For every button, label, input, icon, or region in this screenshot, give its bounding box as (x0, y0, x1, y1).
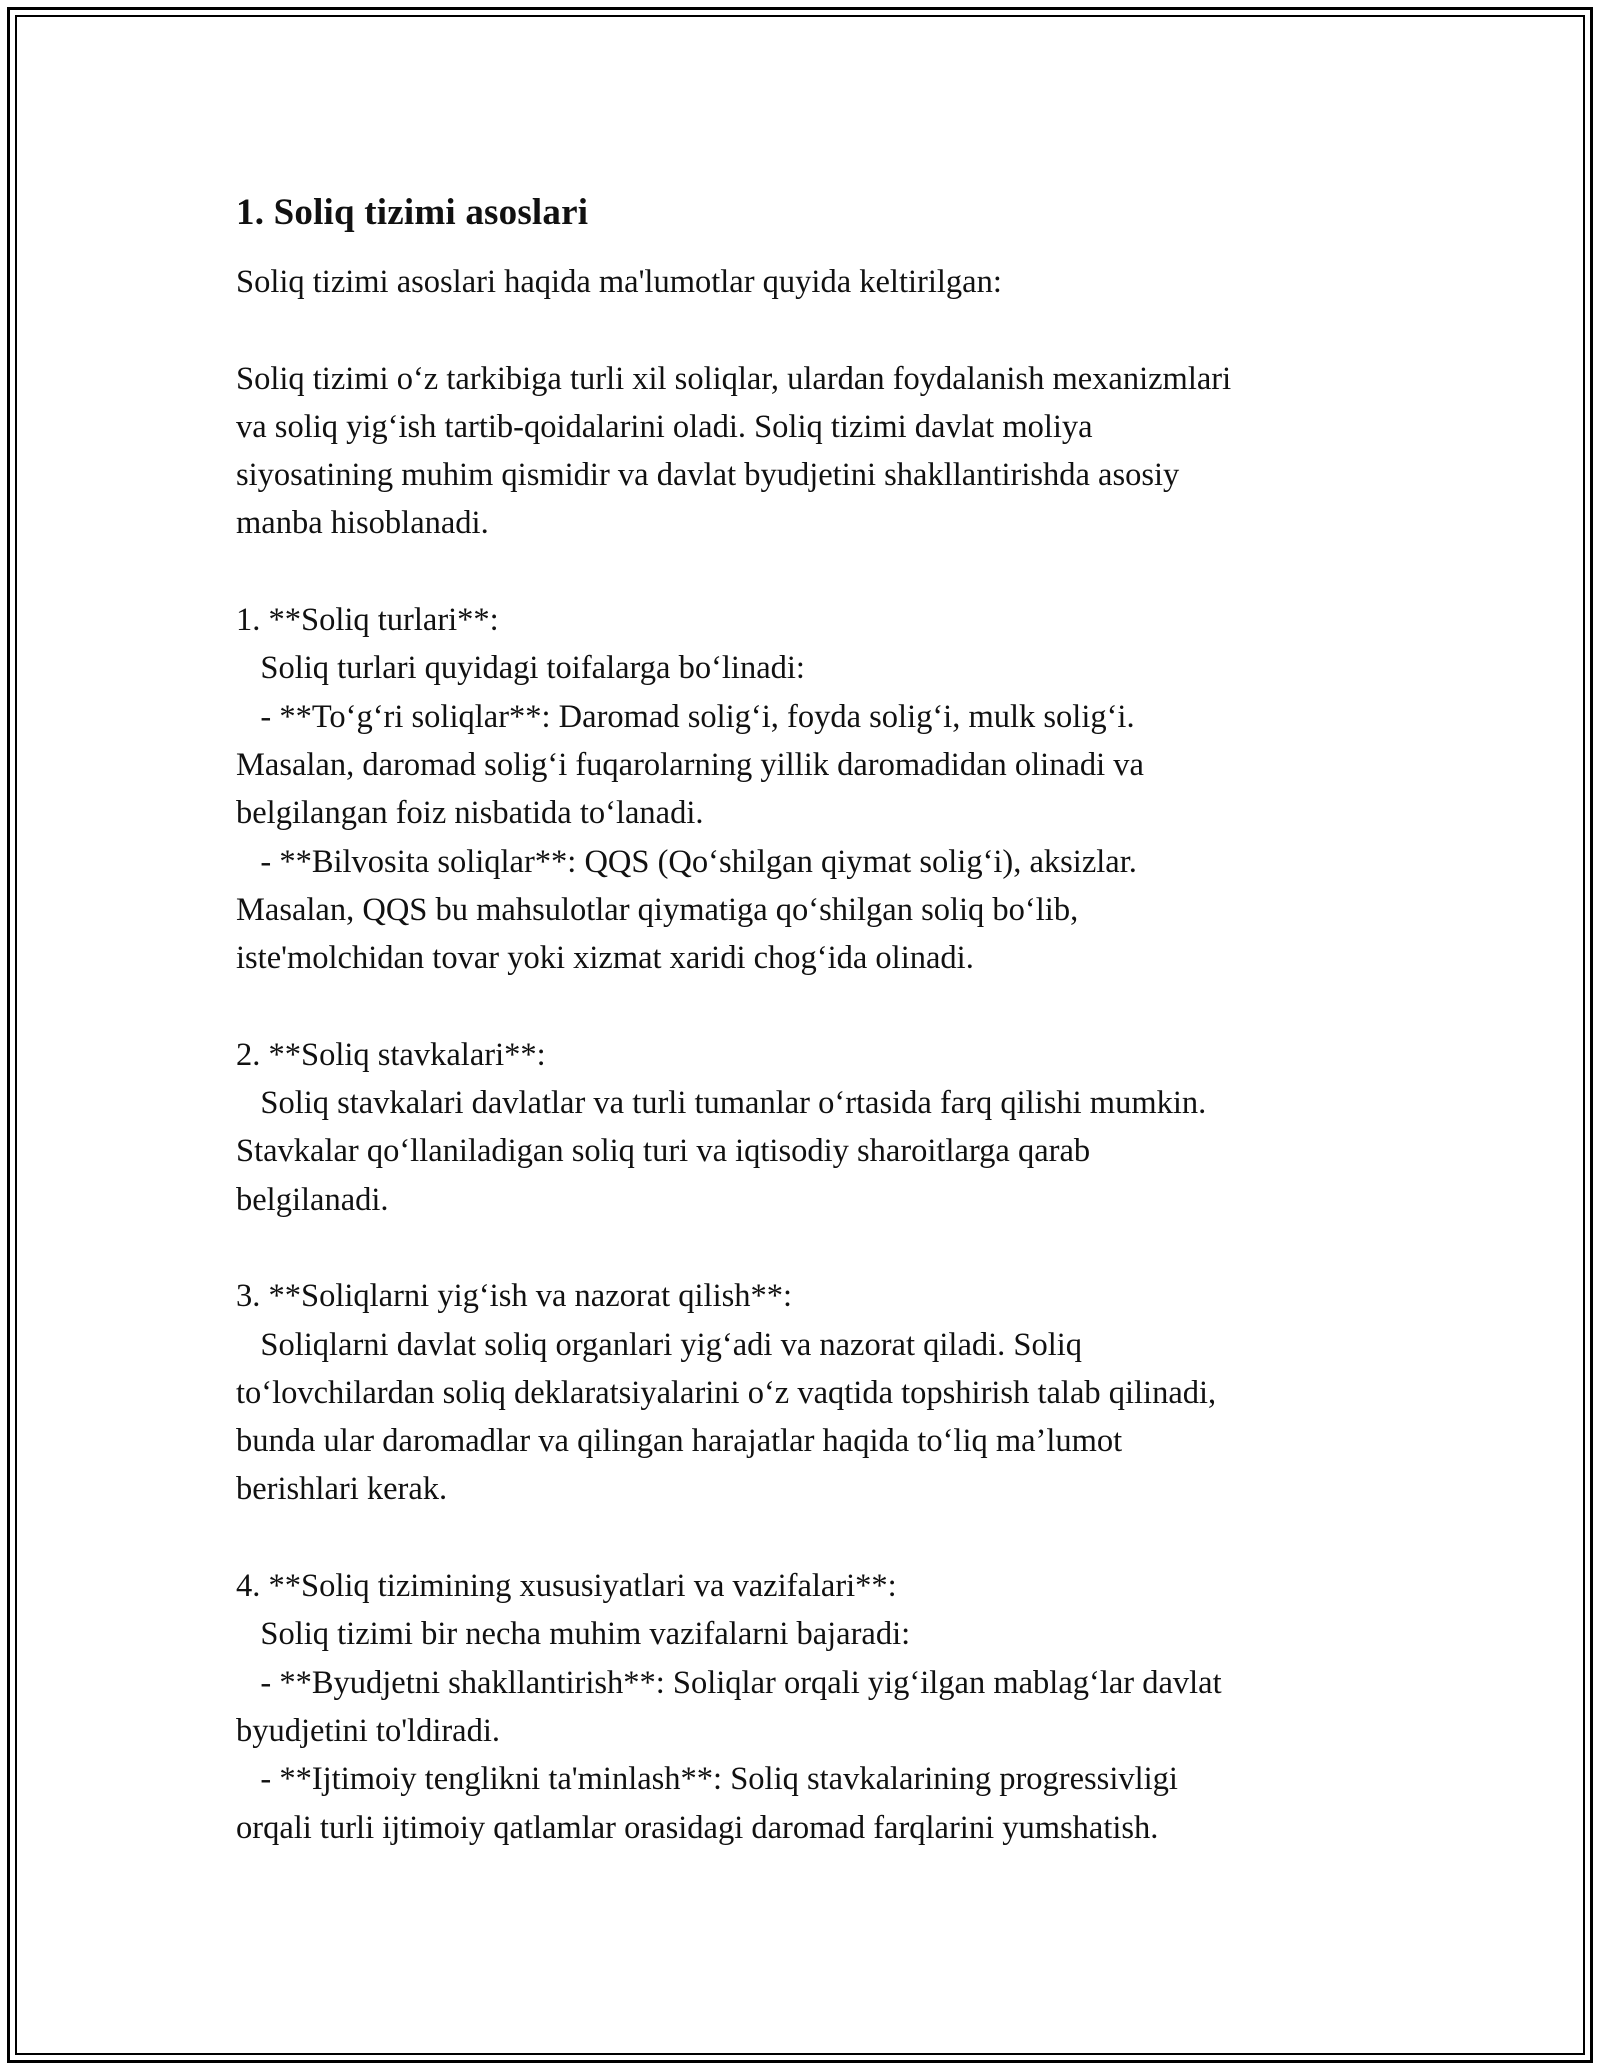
text-line: iste'molchidan tovar yoki xizmat xaridi chog‘ida olinadi. (236, 940, 974, 977)
text-line: siyosatining muhim qismidir va davlat byudjetini shakllantirishda asosiy (236, 457, 1180, 494)
text-line: bunda ular daromadlar va qilingan harajatlar haqida to‘liq ma’lumot (236, 1423, 1123, 1460)
paragraph-spacer (236, 306, 1416, 354)
text-line: Soliq tizimi bir necha muhim vazifalarni bajaradi: (236, 1616, 911, 1653)
section-tax-rates (236, 1031, 1416, 1224)
text-line: Soliq stavkalari davlatlar va turli tumanlar o‘rtasida farq qilishi mumkin. (236, 1085, 1207, 1122)
text-line: byudjetini to'ldiradi. (236, 1712, 501, 1749)
text-line: belgilangan foiz nisbatida to‘lanadi. (236, 795, 704, 832)
section-tax-types (236, 596, 1416, 982)
list-item: - **Bilvosita soliqlar**: QQS (Qo‘shilgan qiymat solig‘i), aksizlar. (236, 843, 1137, 880)
list-item: - **Ijtimoiy tenglikni ta'minlash**: Soliq stavkalarining progressivligi (236, 1761, 1178, 1798)
document-title: 1. Soliq tizimi asoslari (236, 192, 589, 233)
text-line: manba hisoblanadi. (236, 505, 489, 542)
section-heading: 2. **Soliq stavkalari**: (236, 1036, 546, 1073)
list-item: - **To‘g‘ri soliqlar**: Daromad solig‘i, foyda solig‘i, mulk solig‘i. (236, 698, 1135, 735)
text-line: belgilanadi. (236, 1181, 389, 1218)
section-tax-collection (236, 1272, 1416, 1513)
text-line: berishlari kerak. (236, 1471, 448, 1508)
text-line: to‘lovchilardan soliq deklaratsiyalarini o‘z vaqtida topshirish talab qilinadi, (236, 1374, 1217, 1411)
paragraph-overview (236, 355, 1416, 548)
section-heading: 3. **Soliqlarni yig‘ish va nazorat qilish**: (236, 1278, 793, 1315)
text-line: Masalan, QQS bu mahsulotlar qiymatiga qo‘shilgan soliq bo‘lib, (236, 891, 1079, 928)
text-line: Soliqlarni davlat soliq organlari yig‘adi va nazorat qiladi. Soliq (236, 1326, 1083, 1363)
section-heading: 1. **Soliq turlari**: (236, 602, 499, 639)
text-line: Soliq tizimi o‘z tarkibiga turli xil soliqlar, ulardan foydalanish mexanizmlari (236, 360, 1232, 397)
paragraph-spacer (236, 982, 1416, 1030)
paragraph-spacer (236, 1514, 1416, 1562)
section-tax-functions (236, 1562, 1416, 1852)
text-line: Masalan, daromad solig‘i fuqarolarning yillik daromadidan olinadi va (236, 746, 1144, 783)
text-line: orqali turli ijtimoiy qatlamlar orasidagi daromad farqlarini yumshatish. (236, 1809, 1159, 1846)
paragraph-spacer (236, 548, 1416, 596)
text-line: Soliq turlari quyidagi toifalarga bo‘linadi: (236, 650, 805, 687)
intro-text: Soliq tizimi asoslari haqida ma'lumotlar quyida keltirilgan: (236, 264, 1002, 300)
paragraph-spacer (236, 1224, 1416, 1272)
document-body (236, 188, 1416, 1852)
text-line: va soliq yig‘ish tartib-qoidalarini oladi. Soliq tizimi davlat moliya (236, 408, 1093, 445)
section-heading: 4. **Soliq tizimining xususiyatlari va vazifalari**: (236, 1568, 897, 1605)
text-line: Stavkalar qo‘llaniladigan soliq turi va iqtisodiy sharoitlarga qarab (236, 1133, 1091, 1170)
list-item: - **Byudjetni shakllantirish**: Soliqlar orqali yig‘ilgan mablag‘lar davlat (236, 1664, 1222, 1701)
